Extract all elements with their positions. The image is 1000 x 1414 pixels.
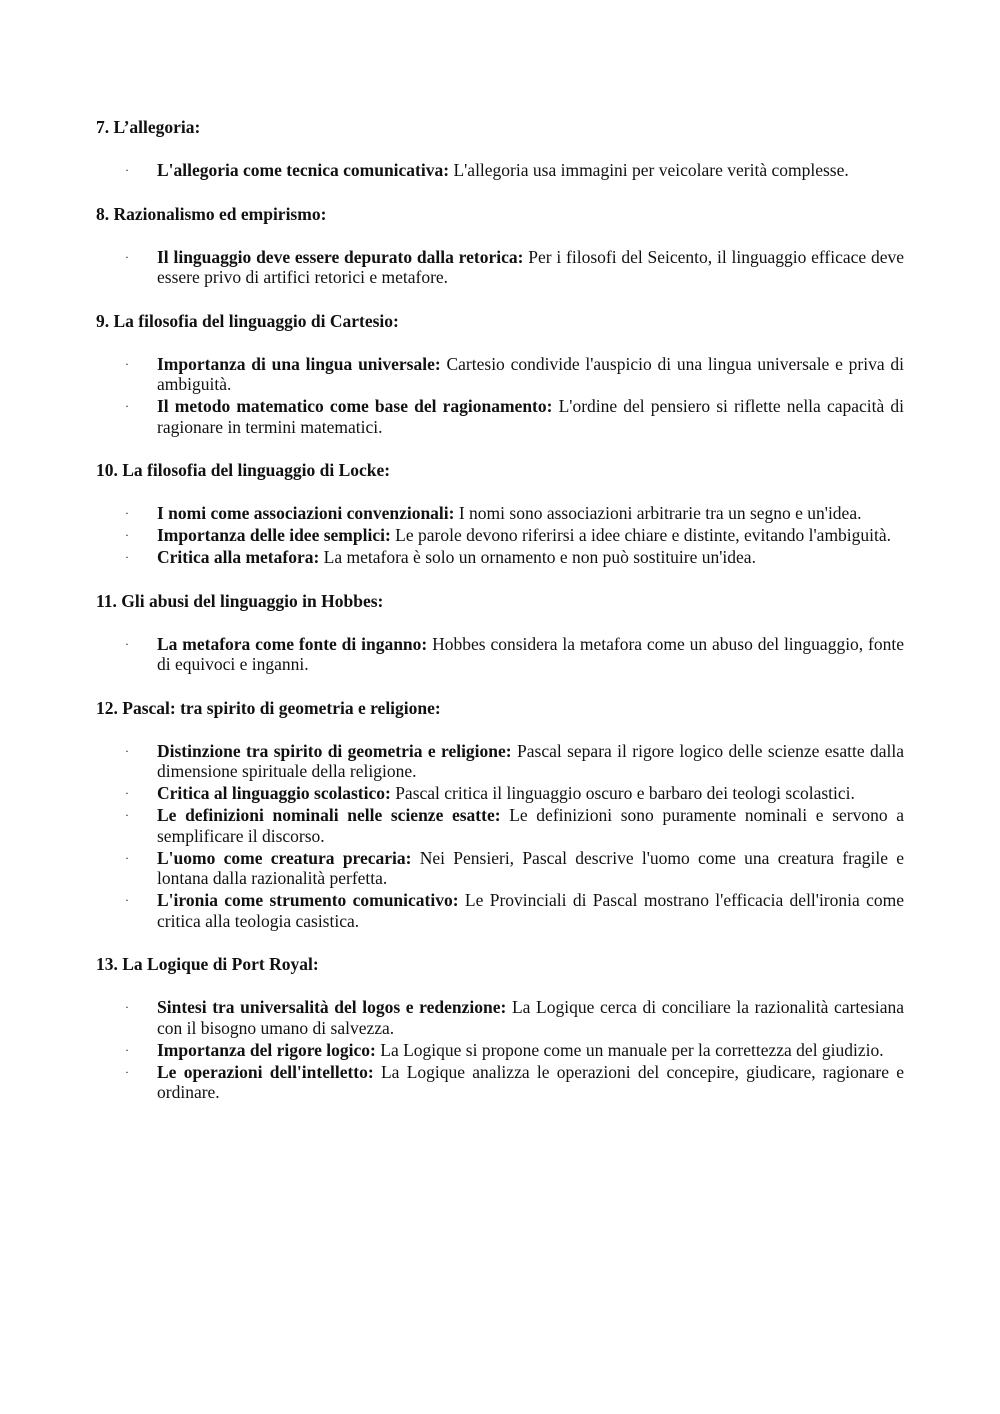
section-heading: 11. Gli abusi del linguaggio in Hobbes: xyxy=(96,590,384,611)
item-text: Nei Pensieri, Pascal descrive l'uomo come una creatura fragile e lontana dalla razionalità perfetta. xyxy=(157,847,904,888)
list-item xyxy=(96,547,904,568)
list-item xyxy=(96,997,904,1038)
item-text: Hobbes considera la metafora come un abuso del linguaggio, fonte di equivoci e inganni. xyxy=(157,633,904,674)
item-term: Importanza di una lingua universale: xyxy=(157,353,441,374)
section-heading: 8. Razionalismo ed empirismo: xyxy=(96,203,327,224)
bullet-icon: · xyxy=(125,743,129,758)
list-item xyxy=(96,890,904,931)
item-text: I nomi sono associazioni arbitrarie tra un segno e un'idea. xyxy=(458,503,862,523)
list-item xyxy=(96,525,904,546)
section-11 xyxy=(96,591,904,675)
bullet-icon: · xyxy=(125,1064,129,1079)
bullet-icon: · xyxy=(125,163,129,177)
section-heading: 9. La filosofia del linguaggio di Cartesio: xyxy=(96,310,399,331)
bullet-list xyxy=(96,247,904,288)
section-12 xyxy=(96,698,904,932)
bullet-icon: · xyxy=(125,356,129,371)
section-8 xyxy=(96,204,904,288)
item-text: Per i filosofi del Seicento, il linguaggio efficace deve essere privo di artifici retorici e metafore. xyxy=(157,246,905,287)
list-item xyxy=(96,805,904,846)
item-term: Critica al linguaggio scolastico: xyxy=(157,783,391,803)
bullet-icon: · xyxy=(125,528,129,542)
item-text: L'ordine del pensiero si riflette nella capacità di ragionare in termini matematici. xyxy=(157,396,904,437)
item-term: L'allegoria come tecnica comunicativa: xyxy=(157,160,450,180)
bullet-icon: · xyxy=(125,399,129,413)
list-item xyxy=(96,848,904,889)
bullet-list xyxy=(96,354,904,438)
section-13 xyxy=(96,954,904,1103)
list-item xyxy=(96,396,904,437)
section-heading: 12. Pascal: tra spirito di geometria e religione: xyxy=(96,697,441,718)
item-term: L'ironia come strumento comunicativo: xyxy=(157,890,459,910)
list-item xyxy=(96,1062,904,1103)
bullet-list xyxy=(96,160,904,181)
item-text: La Logique analizza le operazioni del concepire, giudicare, ragionare e ordinare. xyxy=(157,1061,905,1102)
item-text: L'allegoria usa immagini per veicolare verità complesse. xyxy=(453,160,849,180)
bullet-icon: · xyxy=(125,506,129,520)
bullet-icon: · xyxy=(125,808,129,822)
document-page xyxy=(96,117,904,1126)
item-term: Il metodo matematico come base del ragionamento: xyxy=(157,396,553,416)
item-text: Le Provinciali di Pascal mostrano l'efficacia dell'ironia come critica alla teologia casistica. xyxy=(157,890,905,931)
item-term: Il linguaggio deve essere depurato dalla retorica: xyxy=(157,246,524,267)
bullet-list xyxy=(96,634,904,675)
item-text: Le definizioni sono puramente nominali e servono a semplificare il discorso. xyxy=(157,805,904,846)
bullet-icon: · xyxy=(125,249,129,264)
list-item xyxy=(96,247,904,288)
bullet-list xyxy=(96,997,904,1103)
bullet-list xyxy=(96,503,904,568)
item-text: Le parole devono riferirsi a idee chiare e distinte, evitando l'ambiguità. xyxy=(395,525,892,545)
bullet-icon: · xyxy=(125,636,129,651)
list-item xyxy=(96,1040,904,1061)
item-term: L'uomo come creatura precaria: xyxy=(157,847,412,868)
section-9 xyxy=(96,311,904,438)
list-item xyxy=(96,741,904,782)
item-term: Critica alla metafora: xyxy=(157,547,320,567)
bullet-icon: · xyxy=(125,1000,129,1014)
list-item xyxy=(96,783,904,804)
section-heading: 13. La Logique di Port Royal: xyxy=(96,954,319,974)
item-text: La Logique si propone come un manuale per la correttezza del giudizio. xyxy=(380,1039,884,1060)
bullet-icon: · xyxy=(125,893,129,907)
list-item xyxy=(96,634,904,675)
item-text: Pascal separa il rigore logico delle scienze esatte dalla dimensione spirituale della religione. xyxy=(157,740,905,781)
section-heading: 7. L’allegoria: xyxy=(96,117,201,137)
item-text: La Logique cerca di conciliare la razionalità cartesiana con il bisogno umano di salvezza. xyxy=(157,997,904,1038)
bullet-list xyxy=(96,741,904,932)
item-text: Cartesio condivide l'auspicio di una lingua universale e priva di ambiguità. xyxy=(157,353,904,394)
item-term: Le definizioni nominali nelle scienze esatte: xyxy=(157,805,501,825)
item-term: La metafora come fonte di inganno: xyxy=(157,633,428,654)
item-term: Importanza delle idee semplici: xyxy=(157,525,391,545)
bullet-icon: · xyxy=(125,1042,129,1057)
item-term: Importanza del rigore logico: xyxy=(157,1039,376,1060)
section-7 xyxy=(96,117,904,181)
section-10 xyxy=(96,460,904,568)
bullet-icon: · xyxy=(125,850,129,865)
item-term: Sintesi tra universalità del logos e redenzione: xyxy=(157,997,507,1017)
bullet-icon: · xyxy=(125,786,129,800)
item-term: Le operazioni dell'intelletto: xyxy=(157,1061,374,1082)
item-text: Pascal critica il linguaggio oscuro e barbaro dei teologi scolastici. xyxy=(395,783,855,803)
item-term: I nomi come associazioni convenzionali: xyxy=(157,503,455,523)
list-item xyxy=(96,354,904,395)
item-text: La metafora è solo un ornamento e non può sostituire un'idea. xyxy=(323,547,756,567)
list-item xyxy=(96,503,904,524)
item-term: Distinzione tra spirito di geometria e religione: xyxy=(157,740,512,761)
section-heading: 10. La filosofia del linguaggio di Locke: xyxy=(96,460,391,480)
list-item xyxy=(96,160,904,181)
bullet-icon: · xyxy=(125,550,129,564)
